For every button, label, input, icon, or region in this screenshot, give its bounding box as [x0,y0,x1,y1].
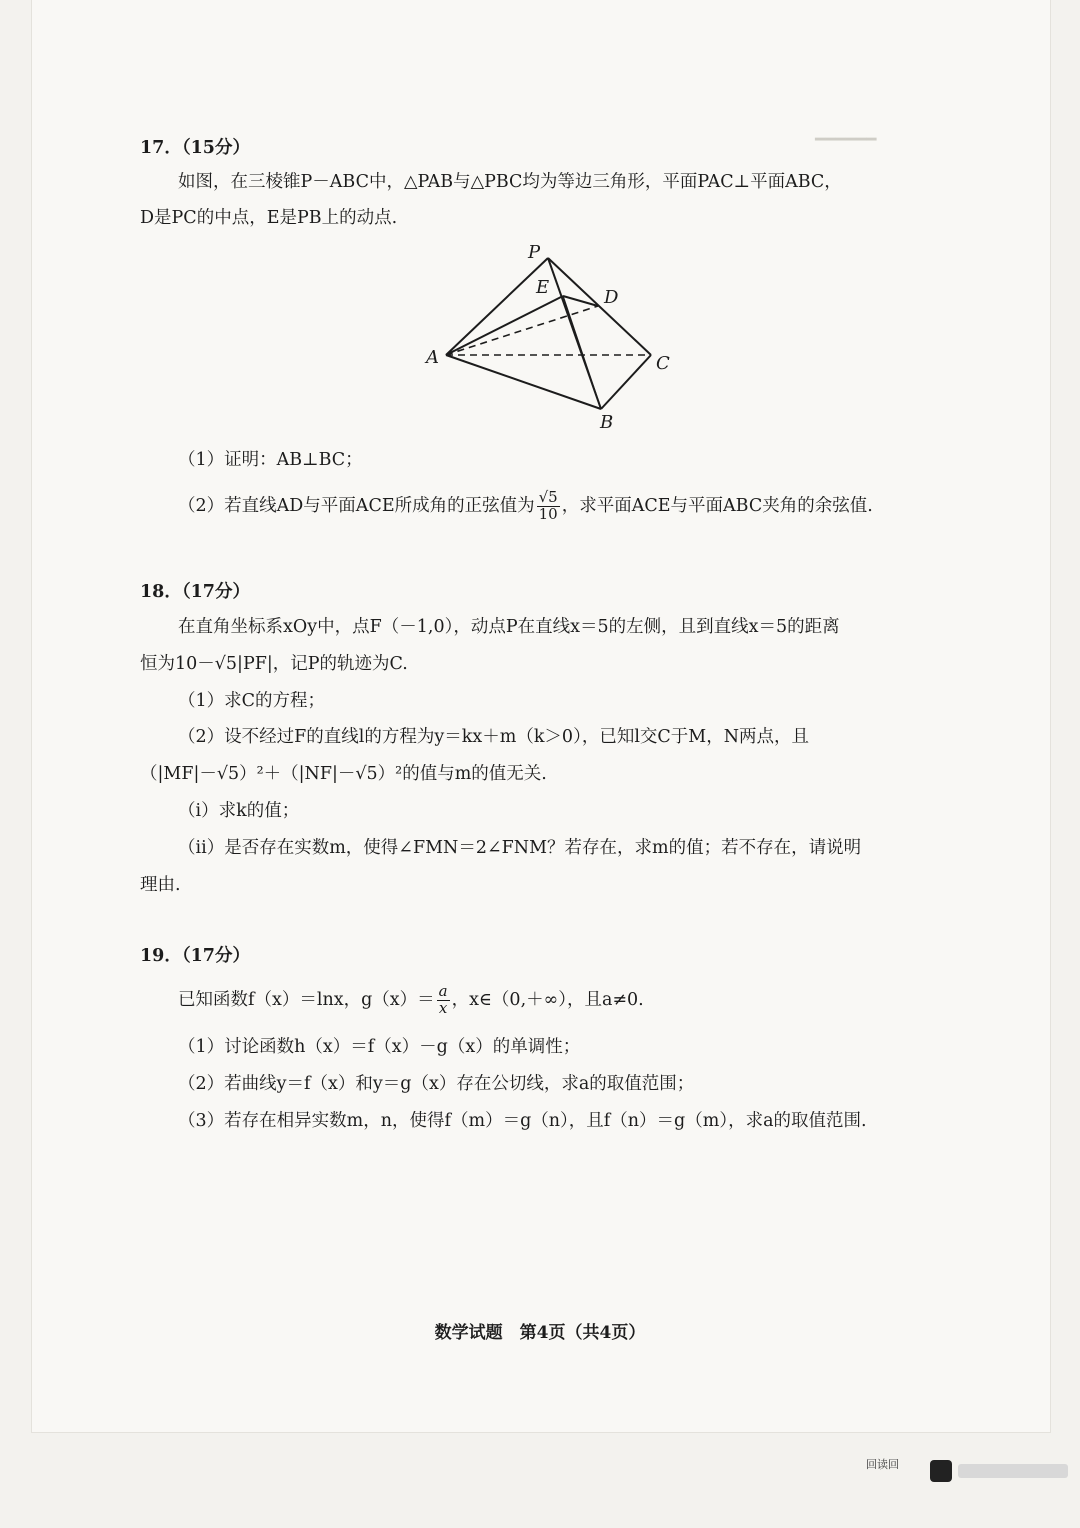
fraction-denominator: x [438,998,448,1017]
page-footer: 数学试题 第4页（共4页） [434,1323,646,1343]
q19-part2: （2）若曲线y＝f（x）和y＝g（x）存在公切线，求a的取值范围； [178,1074,695,1094]
q17-stem-line1: 如图，在三棱锥P－ABC中，△PAB与△PBC均为等边三角形，平面PAC⊥平面ABC， [178,172,842,192]
q17-stem-line2: D是PC的中点，E是PB上的动点. [140,208,398,228]
q17-part2-text-a: （2）若直线AD与平面ACE所成角的正弦值为 [178,495,535,516]
q18-stem-line1: 在直角坐标系xOy中，点F（－1,0），动点P在直线x＝5的左侧，且到直线x＝5的距离 [178,617,840,637]
label-C: C [656,353,670,374]
label-E: E [536,277,550,298]
fraction-numerator: a [438,982,448,1000]
fraction-denominator: 10 [538,504,558,523]
q19-heading: 19．（17分） [140,946,250,966]
q19-part1: （1）讨论函数h（x）＝f（x）－g（x）的单调性； [178,1037,581,1057]
q19-stem-text-b: ，x∈（0,＋∞），且a≠0. [451,989,644,1010]
watermark-logo [930,1458,1080,1486]
q18-sub-ii-line1: （ii）是否存在实数m，使得∠FMN＝2∠FNM？若存在，求m的值；若不存在，请说明 [178,838,862,858]
q19-stem-text-a: 已知函数f（x）＝lnx，g（x）＝ [178,989,435,1010]
q19-part3: （3）若存在相异实数m，n，使得f（m）＝g（n），且f（n）＝g（m），求a的取值范围. [178,1111,867,1131]
label-A: A [426,347,439,368]
q17-part1: （1）证明：AB⊥BC； [178,450,363,470]
q17-part2 [178,490,873,523]
label-D: D [604,287,619,308]
q17-heading: 17．（15分） [140,138,250,158]
a-over-x-fraction [437,984,450,1017]
q18-part1: （1）求C的方程； [178,691,326,711]
label-P: P [528,242,541,263]
q18-sub-ii-line2: 理由. [140,875,181,895]
q18-part2-line1: （2）设不经过F的直线l的方程为y＝kx＋m（k＞0），已知l交C于M，N两点，且 [178,727,810,747]
label-B: B [600,412,614,433]
fraction-numerator: √5 [538,488,558,506]
bleed-through-text: ━━━━━━ [815,130,877,150]
q18-heading: 18．（17分） [140,582,250,602]
q18-part2-line2: （|MF|－√5）²＋（|NF|－√5）²的值与m的值无关. [140,764,547,784]
qr-code-icon: 回读回 [866,1458,899,1471]
q19-stem [178,984,644,1017]
q18-sub-i: （i）求k的值； [178,801,300,821]
q17-part2-text-b: ，求平面ACE与平面ABC夹角的余弦值. [561,495,873,516]
q18-stem-line2: 恒为10－√5|PF|，记P的轨迹为C. [140,654,408,674]
sqrt5-over-10-fraction [537,490,560,523]
